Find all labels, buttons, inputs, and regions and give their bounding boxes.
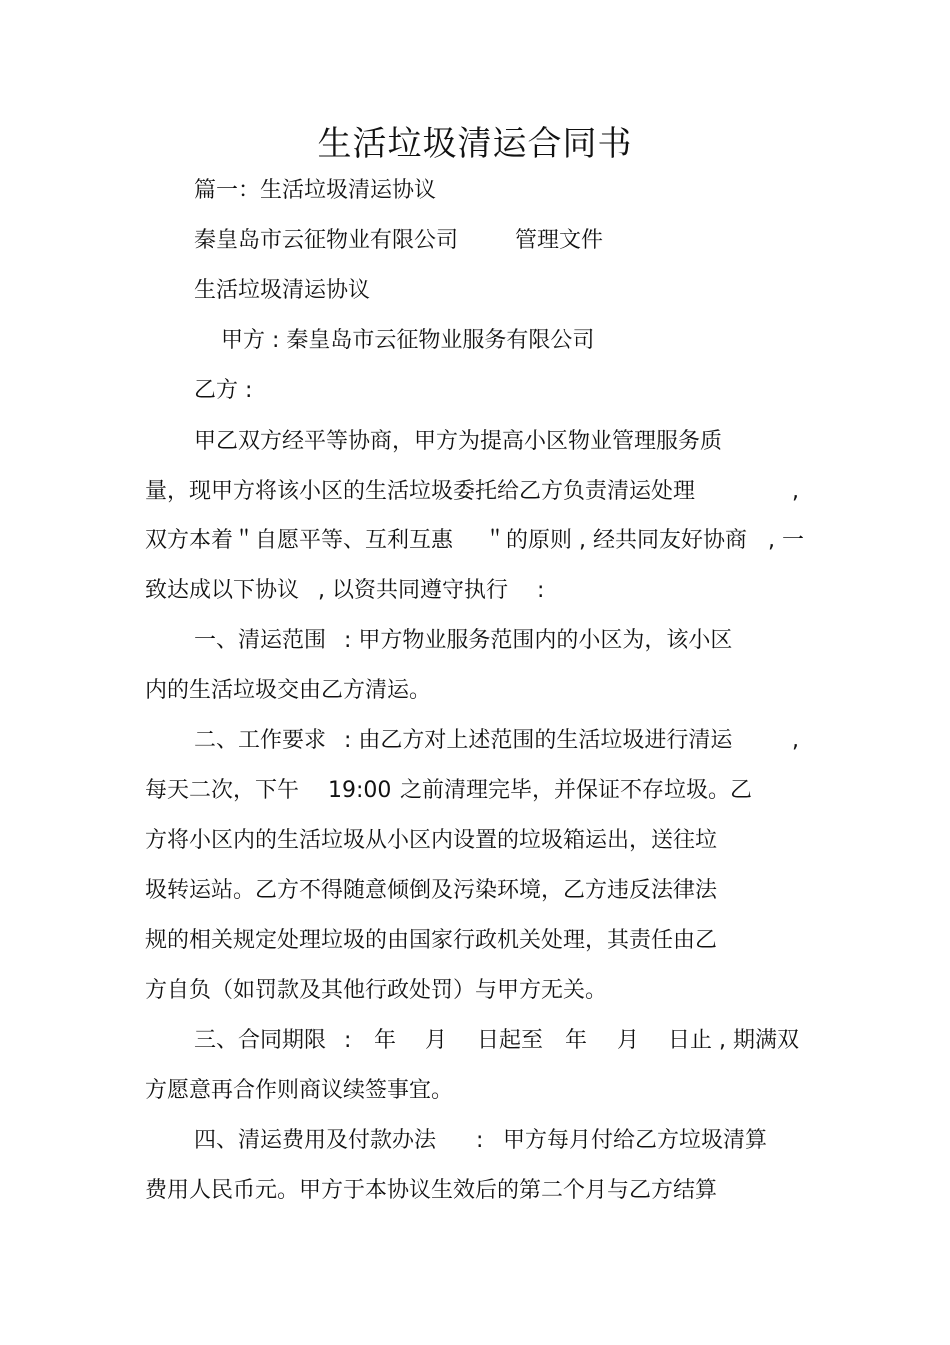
clause-heading: 四、清运费用及付款办法 — [194, 1128, 437, 1153]
paragraph-punct: : — [537, 578, 545, 603]
paragraph-line: 甲方每月付给乙方垃圾清算 — [503, 1128, 768, 1153]
paragraph-line: 圾转运站。乙方不得随意倾倒及污染环境，乙方违反法律法 — [145, 878, 718, 903]
paragraph-line: 方愿意再合作则商议续签事宜。 — [145, 1078, 454, 1103]
paragraph-line: ＂的原则 , 经共同友好协商 — [484, 528, 747, 553]
paragraph-line: 内的生活垃圾交由乙方清运。 — [145, 678, 432, 703]
paragraph-line: 每天二次，下午 — [145, 778, 300, 803]
paragraph-punct: , — [792, 728, 799, 753]
date-year-blank: 年 — [374, 1028, 397, 1053]
paragraph-line: 方将小区内的生活垃圾从小区内设置的垃圾箱运出，送往垃 — [145, 828, 718, 853]
agreement-title: 生活垃圾清运协议 — [194, 278, 371, 303]
paragraph-punct: , — [792, 479, 799, 504]
date-month-blank: 月 — [617, 1028, 640, 1053]
time-value: 19:00 — [328, 778, 392, 803]
paragraph-line: , 以资共同遵守执行 — [318, 578, 508, 603]
paragraph-line: : 甲方物业服务范围内的小区为，该小区 — [344, 628, 733, 653]
paragraph-punct: , 一 — [768, 528, 804, 553]
paragraph-line: 方自负（如罚款及其他行政处罚）与甲方无关。 — [145, 978, 608, 1003]
company-name: 秦皇岛市云征物业有限公司 — [194, 228, 459, 253]
paragraph-line: 致达成以下协议 — [145, 578, 300, 603]
section-heading: 篇一：生活垃圾清运协议 — [194, 178, 437, 203]
paragraph-line: 规的相关规定处理垃圾的由国家行政机关处理，其责任由乙 — [145, 928, 718, 953]
paragraph-punct: : — [344, 1028, 352, 1053]
doc-type-label: 管理文件 — [515, 228, 604, 253]
party-b: 乙方 : — [194, 378, 253, 403]
party-a: 甲方 : 秦皇岛市云征物业服务有限公司 — [221, 328, 595, 353]
clause-heading: 三、合同期限 — [194, 1028, 327, 1053]
clause-heading: 二、工作要求 — [194, 728, 327, 753]
date-month-blank: 月 — [425, 1028, 448, 1053]
paragraph-line: : 由乙方对上述范围的生活垃圾进行清运 — [344, 728, 733, 753]
paragraph-punct: : — [476, 1128, 484, 1153]
date-start-label: 日起至 — [477, 1028, 544, 1053]
date-end-label: 日止 , 期满双 — [668, 1028, 799, 1053]
clause-heading: 一、清运范围 — [194, 628, 327, 653]
document-title: 生活垃圾清运合同书 — [317, 124, 633, 164]
date-year-blank: 年 — [565, 1028, 588, 1053]
paragraph-line: 甲乙双方经平等协商，甲方为提高小区物业管理服务质 — [194, 429, 723, 454]
paragraph-line: 双方本着＂自愿平等、互利互惠 — [145, 528, 454, 553]
paragraph-line: 费用人民币元。甲方于本协议生效后的第二个月与乙方结算 — [145, 1178, 718, 1203]
paragraph-line: 量，现甲方将该小区的生活垃圾委托给乙方负责清运处理 — [145, 479, 696, 504]
paragraph-line: 之前清理完毕，并保证不存垃圾。乙 — [400, 778, 753, 803]
